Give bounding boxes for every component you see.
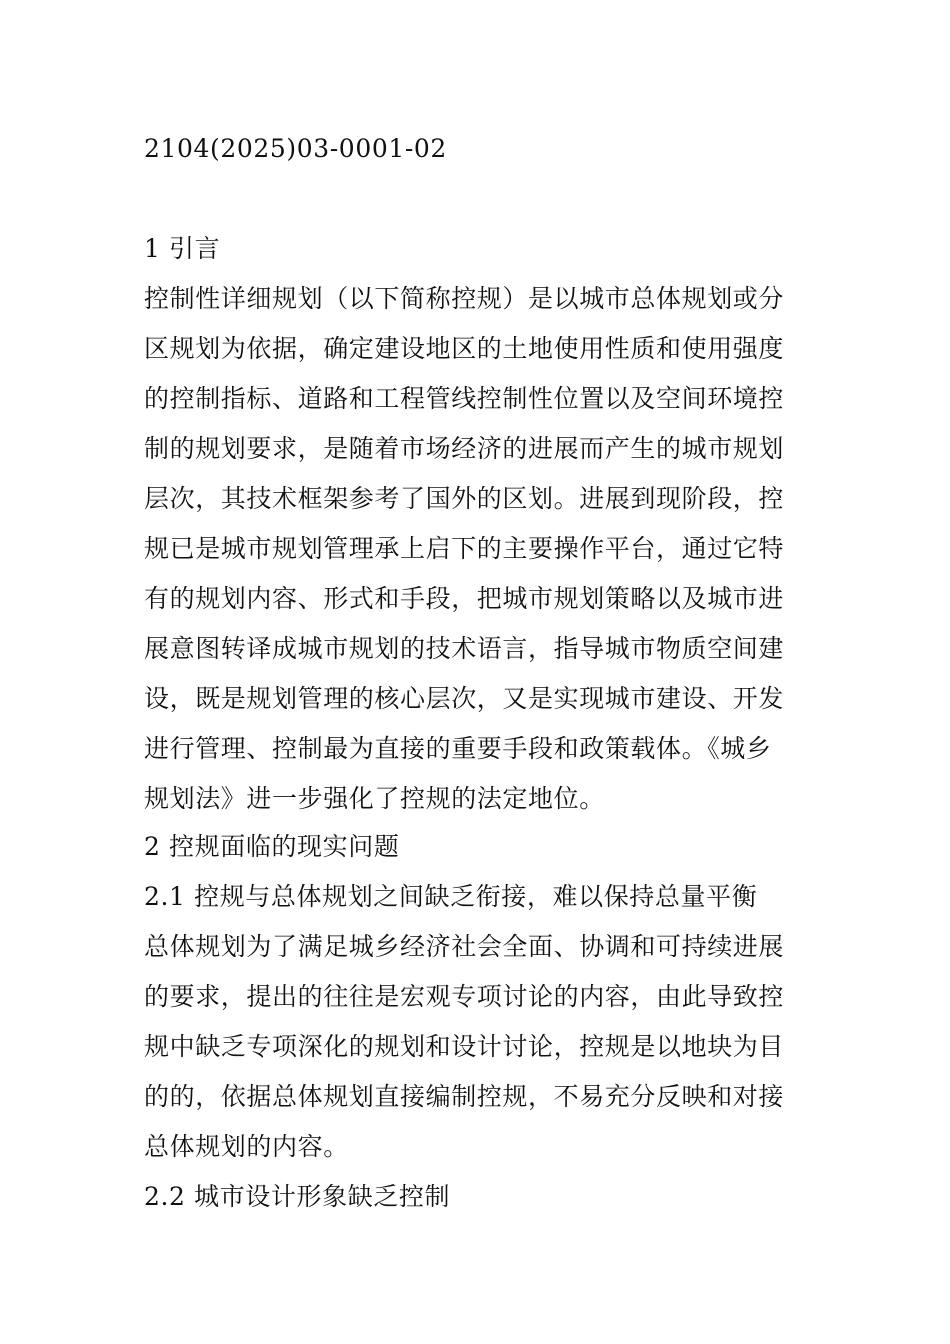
paragraph-line: 有的规划内容、形式和手段，把城市规划策略以及城市进 (144, 584, 785, 613)
paragraph-line: 总体规划的内容。 (144, 1132, 349, 1161)
paragraph-line: 规已是城市规划管理承上启下的主要操作平台，通过它特 (144, 534, 785, 563)
paragraph-line: 规划法》进一步强化了控规的法定地位。 (144, 784, 605, 813)
subsection-heading-2-1: 2.1 控规与总体规划之间缺乏衔接，难以保持总量平衡 (144, 882, 758, 911)
paragraph-line: 的控制指标、道路和工程管线控制性位置以及空间环境控 (144, 384, 785, 413)
subsection-heading-2-2: 2.2 城市设计形象缺乏控制 (144, 1182, 451, 1211)
paragraph-line: 的的，依据总体规划直接编制控规，不易充分反映和对接 (144, 1082, 785, 1111)
paragraph-line: 的要求，提出的往往是宏观专项讨论的内容，由此导致控 (144, 982, 785, 1011)
paragraph-line: 区规划为依据，确定建设地区的土地使用性质和使用强度 (144, 334, 785, 363)
paragraph-line: 制的规划要求，是随着市场经济的进展而产生的城市规划 (144, 434, 785, 463)
paragraph-line: 展意图转译成城市规划的技术语言，指导城市物质空间建 (144, 634, 785, 663)
paragraph-line: 设，既是规划管理的核心层次，又是实现城市建设、开发 (144, 684, 785, 713)
section-heading-problems: 2 控规面临的现实问题 (144, 832, 400, 861)
paragraph-line: 规中缺乏专项深化的规划和设计讨论，控规是以地块为目 (144, 1032, 785, 1061)
paragraph-line: 总体规划为了满足城乡经济社会全面、协调和可持续进展 (144, 932, 785, 961)
paragraph-line: 层次，其技术框架参考了国外的区划。进展到现阶段，控 (144, 484, 785, 513)
paragraph-line: 控制性详细规划（以下简称控规）是以城市总体规划或分 (144, 284, 785, 313)
section-heading-introduction: 1 引言 (144, 234, 221, 263)
document-code-line: 2104(2025)03-0001-02 (144, 134, 447, 163)
paragraph-line: 进行管理、控制最为直接的重要手段和政策载体。《城乡 (144, 734, 772, 763)
